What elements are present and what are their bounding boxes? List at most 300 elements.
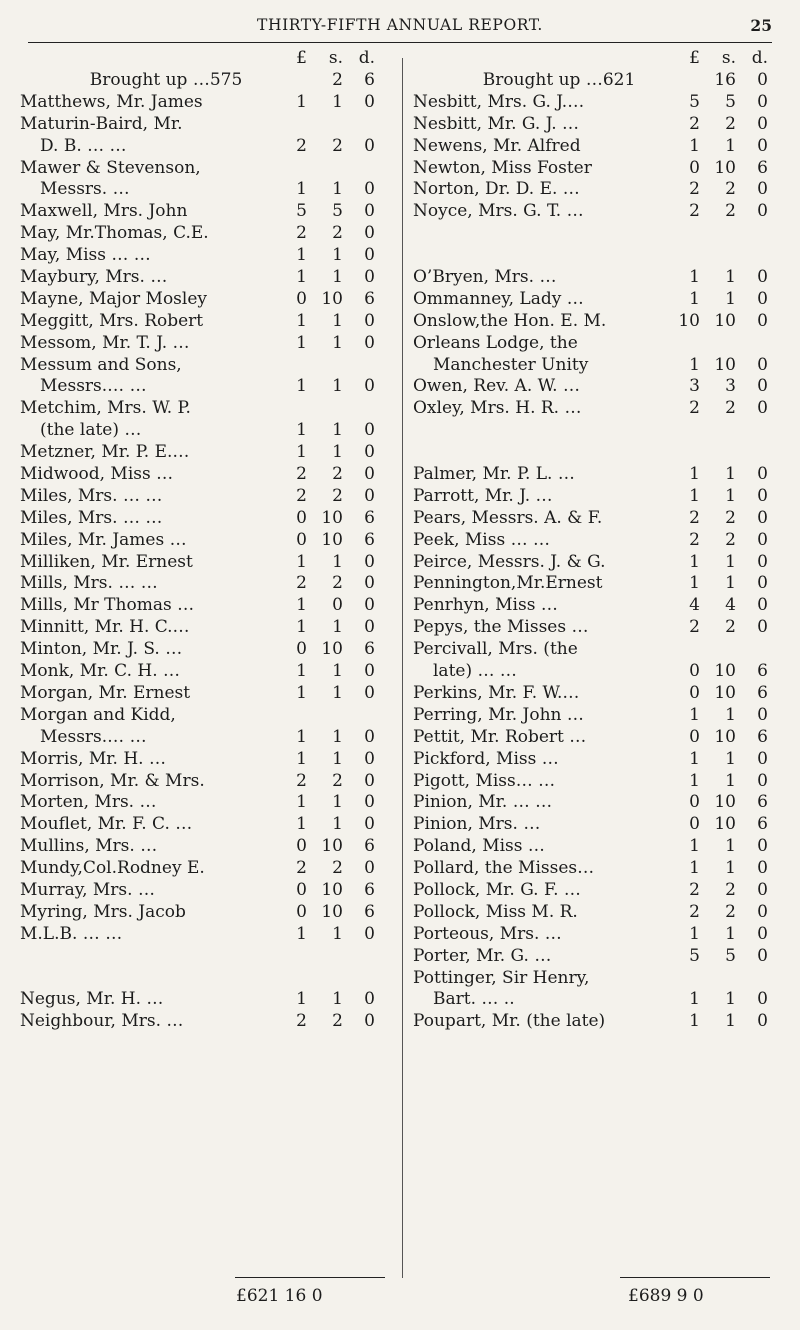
shillings-value: 10 [714, 157, 736, 178]
right-total: £689 9 0 [628, 1286, 704, 1306]
shillings-value: 4 [725, 595, 736, 616]
subscriber-name: Milliken, Mr. Ernest [20, 551, 193, 572]
pence-value: 6 [364, 879, 375, 900]
subscriber-name: Nesbitt, Mr. G. J. … [413, 113, 580, 134]
pounds-value: 1 [296, 332, 307, 353]
pounds-value: 1 [689, 923, 700, 944]
pence-value: 6 [757, 682, 768, 703]
subscriber-row [20, 749, 395, 771]
shillings-value: 10 [714, 726, 736, 747]
column-header-row [20, 48, 395, 70]
pounds-value: 2 [689, 113, 700, 134]
pence-value: 0 [364, 923, 375, 944]
subscriber-row [413, 201, 788, 223]
subscriber-name: Monk, Mr. C. H. … [20, 661, 181, 682]
pounds-value: 2 [689, 901, 700, 922]
shillings-value: 2 [725, 201, 736, 222]
subscriber-row [413, 289, 788, 311]
subscriber-name: Miles, Mrs. … … [20, 485, 163, 506]
subscriber-row [20, 858, 395, 880]
pounds-value: 1 [689, 485, 700, 506]
shillings-value: 1 [725, 485, 736, 506]
page-header [28, 12, 772, 42]
subscriber-name: Mouflet, Mr. F. C. … [20, 814, 193, 835]
pence-value: 0 [364, 573, 375, 594]
shillings-value: 1 [332, 682, 343, 703]
subscriber-name: Pinion, Mr. … … [413, 792, 553, 813]
pounds-value: 1 [296, 179, 307, 200]
subscriber-name: Metzner, Mr. P. E.… [20, 442, 190, 463]
shillings-value: 10 [321, 529, 343, 550]
subscriber-row [20, 70, 395, 92]
subscriber-name: (the late) … [40, 420, 142, 441]
pence-value: 0 [757, 945, 768, 966]
shillings-value: 10 [321, 901, 343, 922]
subscriber-name: Pinion, Mrs. … [413, 814, 541, 835]
subscriber-row [20, 333, 395, 355]
shillings-value: 1 [332, 748, 343, 769]
subscriber-row [20, 617, 395, 639]
subscriber-row [20, 727, 395, 749]
pounds-value: 1 [689, 748, 700, 769]
pounds-value: 1 [689, 573, 700, 594]
subscriber-name: Poupart, Mr. (the late) [413, 1011, 606, 1032]
subscriber-name: Minton, Mr. J. S. … [20, 639, 183, 660]
subscriber-row [20, 442, 395, 464]
pounds-value: 0 [689, 661, 700, 682]
shillings-value: 1 [332, 376, 343, 397]
pounds-value: 1 [296, 989, 307, 1010]
pounds-value: 1 [296, 682, 307, 703]
subscriber-name: Myring, Mrs. Jacob [20, 901, 186, 922]
subscriber-name: Peirce, Messrs. J. & G. [413, 551, 606, 572]
subscriber-row [413, 92, 788, 114]
subscriber-row [20, 201, 395, 223]
shillings-value: 1 [332, 989, 343, 1010]
pence-value: 0 [364, 792, 375, 813]
pounds-value: 1 [296, 551, 307, 572]
subscriber-row [20, 486, 395, 508]
subscriber-name: Perkins, Mr. F. W.… [413, 682, 580, 703]
subscriber-row [20, 683, 395, 705]
subscriber-name: Mullins, Mrs. … [20, 836, 158, 857]
pence-value: 0 [364, 858, 375, 879]
subscriber-name: Brought up …621 [482, 70, 636, 90]
pounds-value: 0 [689, 726, 700, 747]
subscriber-name: Messrs.… … [40, 376, 147, 397]
pounds-value: 1 [296, 617, 307, 638]
subscriber-row [20, 552, 395, 574]
shillings-value: 2 [332, 223, 343, 244]
pounds-value: 1 [689, 770, 700, 791]
pence-value: 0 [757, 201, 768, 222]
subscriber-row [20, 771, 395, 793]
pounds-value: 1 [296, 376, 307, 397]
shillings-value: 2 [725, 901, 736, 922]
pence-value: 6 [757, 814, 768, 835]
pounds-value: 2 [296, 223, 307, 244]
pence-value: 0 [364, 376, 375, 397]
subscriber-name: Orleans Lodge, the [413, 332, 578, 353]
subscriber-row [20, 705, 395, 727]
subscriber-row [413, 1011, 788, 1033]
pounds-value: 1 [296, 310, 307, 331]
subscriber-row [413, 902, 788, 924]
subscriber-name: Mills, Mr Thomas … [20, 595, 195, 616]
subscriber-row [20, 1011, 395, 1033]
pounds-value: 1 [296, 661, 307, 682]
shillings-value: 3 [725, 376, 736, 397]
shillings-value: 1 [725, 858, 736, 879]
pence-value: 0 [364, 989, 375, 1010]
shillings-value: 1 [332, 661, 343, 682]
pounds-value: 2 [689, 617, 700, 638]
pounds-value: 1 [689, 464, 700, 485]
subscriber-row [20, 355, 395, 377]
pence-value: 0 [757, 485, 768, 506]
pounds-value: 2 [689, 201, 700, 222]
subscriber-name: Minnitt, Mr. H. C.… [20, 617, 190, 638]
subscriber-name: Messom, Mr. T. J. … [20, 332, 190, 353]
subscriber-row [20, 902, 395, 924]
shillings-value: 10 [714, 354, 736, 375]
subscriber-row [413, 924, 788, 946]
pounds-value: 1 [296, 245, 307, 266]
subscriber-name: Porter, Mr. G. … [413, 945, 552, 966]
pounds-value: 1 [689, 135, 700, 156]
pounds-value: 1 [296, 923, 307, 944]
shillings-value: 10 [714, 792, 736, 813]
pounds-value: 1 [689, 551, 700, 572]
subscriber-row [413, 595, 788, 617]
left-total-rule [235, 1277, 385, 1278]
pence-value: 0 [757, 1011, 768, 1032]
shillings-header: s. [328, 48, 343, 68]
pounds-value: 0 [296, 529, 307, 550]
pence-value: 0 [364, 595, 375, 616]
subscriber-name: May, Mr.Thomas, C.E. [20, 223, 209, 244]
subscriber-row [413, 420, 788, 442]
pence-value: 0 [757, 464, 768, 485]
subscriber-row [413, 114, 788, 136]
subscriber-name: M.L.B. … … [20, 923, 123, 944]
subscriber-row [413, 333, 788, 355]
subscriber-row [20, 989, 395, 1011]
subscriber-row [20, 114, 395, 136]
shillings-value: 1 [332, 726, 343, 747]
shillings-value: 1 [332, 310, 343, 331]
pounds-value: 1 [296, 726, 307, 747]
pounds-value: 0 [296, 288, 307, 309]
shillings-value: 1 [725, 288, 736, 309]
subscriber-row [20, 508, 395, 530]
pounds-value: 2 [689, 179, 700, 200]
shillings-value: 10 [714, 682, 736, 703]
pounds-value: 2 [296, 135, 307, 156]
pence-value: 6 [757, 792, 768, 813]
subscriber-row [413, 552, 788, 574]
subscriber-row [413, 355, 788, 377]
subscriber-name: Newens, Mr. Alfred [413, 135, 581, 156]
subscriber-row [413, 683, 788, 705]
shillings-value: 1 [332, 91, 343, 112]
shillings-value: 1 [725, 704, 736, 725]
subscriber-row [20, 92, 395, 114]
subscriber-name: D. B. … … [40, 135, 127, 156]
pence-value: 0 [364, 464, 375, 485]
subscriber-name: Pennington,Mr.Ernest [413, 573, 603, 594]
column-divider [402, 58, 403, 1278]
pounds-value: 1 [296, 420, 307, 441]
shillings-value: 1 [725, 573, 736, 594]
subscriber-row [413, 661, 788, 683]
pence-value: 0 [757, 288, 768, 309]
shillings-value: 2 [725, 179, 736, 200]
pounds-value: 0 [296, 836, 307, 857]
pence-value: 0 [757, 354, 768, 375]
subscriber-name: Maybury, Mrs. … [20, 267, 168, 288]
subscriber-row [413, 158, 788, 180]
pence-value: 6 [364, 836, 375, 857]
pence-value: 6 [757, 726, 768, 747]
subscriber-row [413, 508, 788, 530]
pounds-value: 1 [689, 267, 700, 288]
shillings-value: 1 [725, 1011, 736, 1032]
subscriber-name: Poland, Miss … [413, 836, 545, 857]
subscriber-name: Noyce, Mrs. G. T. … [413, 201, 584, 222]
subscriber-row [20, 573, 395, 595]
subscriber-row [20, 136, 395, 158]
subscriber-name: Messrs. … [40, 179, 130, 200]
page-number: 25 [750, 16, 772, 35]
pence-value: 0 [364, 267, 375, 288]
subscriber-row [20, 158, 395, 180]
pounds-header: £ [296, 48, 307, 68]
shillings-value: 1 [332, 420, 343, 441]
subscriber-row [20, 880, 395, 902]
shillings-value: 5 [332, 201, 343, 222]
shillings-value: 16 [714, 70, 736, 90]
shillings-value: 1 [725, 748, 736, 769]
pence-value: 0 [364, 661, 375, 682]
pence-value: 0 [757, 135, 768, 156]
subscriber-name: Ommanney, Lady … [413, 288, 584, 309]
subscriber-name: late) … … [433, 661, 517, 682]
subscriber-row [20, 792, 395, 814]
subscriber-name: Midwood, Miss … [20, 464, 174, 485]
subscriber-name: Norton, Dr. D. E. … [413, 179, 580, 200]
pounds-value: 0 [296, 879, 307, 900]
pence-value: 0 [757, 923, 768, 944]
pounds-value: 10 [678, 310, 700, 331]
shillings-value: 1 [332, 923, 343, 944]
pence-value: 0 [757, 551, 768, 572]
pounds-value: 1 [296, 91, 307, 112]
column-header-row [413, 48, 788, 70]
subscriber-row [20, 464, 395, 486]
pence-value: 6 [757, 157, 768, 178]
subscriber-row [20, 398, 395, 420]
shillings-value: 1 [725, 267, 736, 288]
subscriber-row [413, 179, 788, 201]
subscriber-name: Perring, Mr. John … [413, 704, 584, 725]
subscriber-row [20, 179, 395, 201]
pence-value: 0 [364, 245, 375, 266]
shillings-value: 2 [332, 1011, 343, 1032]
subscriber-name: Mayne, Major Mosley [20, 288, 208, 309]
pence-value: 0 [757, 113, 768, 134]
pounds-value: 0 [296, 639, 307, 660]
subscriber-row [413, 946, 788, 968]
pence-value: 6 [364, 507, 375, 528]
left-column [20, 48, 395, 1033]
subscriber-row [413, 311, 788, 333]
pounds-value: 1 [689, 354, 700, 375]
pounds-value: 5 [296, 201, 307, 222]
right-total-rule [620, 1277, 770, 1278]
subscriber-name: Morris, Mr. H. … [20, 748, 166, 769]
shillings-value: 2 [725, 617, 736, 638]
subscriber-name: Percivall, Mrs. (the [413, 639, 578, 660]
shillings-value: 2 [725, 507, 736, 528]
shillings-value: 2 [332, 70, 343, 90]
pence-value: 0 [364, 770, 375, 791]
shillings-value: 1 [725, 551, 736, 572]
subscriber-name: Oxley, Mrs. H. R. … [413, 398, 582, 419]
pence-value: 6 [364, 288, 375, 309]
shillings-value: 1 [332, 792, 343, 813]
pounds-value: 0 [689, 157, 700, 178]
subscriber-row [413, 530, 788, 552]
subscriber-row [413, 376, 788, 398]
shillings-value: 10 [714, 310, 736, 331]
subscriber-row [413, 398, 788, 420]
subscriber-row [413, 880, 788, 902]
shillings-header: s. [721, 48, 736, 68]
subscriber-name: Metchim, Mrs. W. P. [20, 398, 191, 419]
shillings-value: 2 [332, 464, 343, 485]
subscriber-name: Neighbour, Mrs. … [20, 1011, 184, 1032]
subscriber-list [413, 70, 788, 1033]
pounds-value: 2 [689, 398, 700, 419]
subscriber-row [413, 267, 788, 289]
subscriber-name: Porteous, Mrs. … [413, 923, 562, 944]
pounds-value: 2 [689, 879, 700, 900]
subscriber-row [20, 289, 395, 311]
pounds-value: 2 [296, 485, 307, 506]
subscriber-name: Pottinger, Sir Henry, [413, 967, 590, 988]
subscriber-name: Mills, Mrs. … … [20, 573, 158, 594]
pence-value: 0 [364, 135, 375, 156]
shillings-value: 10 [321, 639, 343, 660]
shillings-value: 2 [332, 135, 343, 156]
pence-value: 0 [364, 748, 375, 769]
subscriber-name: Pears, Messrs. A. & F. [413, 507, 603, 528]
subscriber-name: Pepys, the Misses … [413, 617, 589, 638]
shillings-value: 1 [725, 836, 736, 857]
subscriber-name: Peek, Miss … … [413, 529, 551, 550]
pence-value: 0 [364, 310, 375, 331]
pence-value: 0 [757, 858, 768, 879]
pounds-value: 2 [296, 770, 307, 791]
subscriber-row [413, 814, 788, 836]
pence-value: 0 [364, 814, 375, 835]
subscriber-name: Mawer & Stevenson, [20, 157, 201, 178]
subscriber-row [413, 486, 788, 508]
pence-value: 0 [757, 770, 768, 791]
pence-value: 0 [364, 726, 375, 747]
pence-value: 0 [364, 617, 375, 638]
shillings-value: 1 [725, 770, 736, 791]
subscriber-row [20, 836, 395, 858]
subscriber-row [20, 924, 395, 946]
pence-value: 0 [364, 442, 375, 463]
subscriber-name: Messum and Sons, [20, 354, 182, 375]
subscriber-name: Pigott, Miss… … [413, 770, 556, 791]
shillings-value: 1 [725, 135, 736, 156]
subscriber-row [20, 595, 395, 617]
pence-value: 0 [757, 836, 768, 857]
pence-value: 0 [757, 179, 768, 200]
shillings-value: 5 [725, 91, 736, 112]
pence-value: 0 [757, 595, 768, 616]
pounds-value: 1 [689, 1011, 700, 1032]
pence-value: 0 [757, 704, 768, 725]
pounds-value: 5 [689, 945, 700, 966]
shillings-value: 1 [332, 267, 343, 288]
pence-value: 0 [757, 70, 768, 90]
subscriber-name: Palmer, Mr. P. L. … [413, 464, 575, 485]
shillings-value: 1 [725, 464, 736, 485]
subscriber-row [20, 661, 395, 683]
subscriber-name: Miles, Mrs. … … [20, 507, 163, 528]
pounds-value: 0 [296, 901, 307, 922]
pence-value: 0 [364, 223, 375, 244]
pence-value: 6 [364, 901, 375, 922]
pounds-value: 5 [689, 91, 700, 112]
shillings-value: 2 [332, 858, 343, 879]
subscriber-name: Penrhyn, Miss … [413, 595, 558, 616]
pounds-value: 1 [296, 442, 307, 463]
subscriber-name: Meggitt, Mrs. Robert [20, 310, 204, 331]
subscriber-name: Morrison, Mr. & Mrs. [20, 770, 205, 791]
shillings-value: 10 [321, 879, 343, 900]
pence-value: 0 [364, 1011, 375, 1032]
subscriber-row [413, 968, 788, 990]
shillings-value: 2 [725, 879, 736, 900]
header-rule [28, 42, 772, 43]
subscriber-row [413, 639, 788, 661]
pence-value: 0 [757, 91, 768, 112]
subscriber-name: Morgan, Mr. Ernest [20, 682, 191, 703]
subscriber-name: Miles, Mr. James … [20, 529, 187, 550]
subscriber-row [413, 442, 788, 464]
pounds-value: 2 [296, 1011, 307, 1032]
subscriber-name: Newton, Miss Foster [413, 157, 592, 178]
shillings-value: 1 [332, 617, 343, 638]
subscriber-row [20, 267, 395, 289]
shillings-value: 5 [725, 945, 736, 966]
subscriber-row [413, 617, 788, 639]
pence-value: 0 [364, 420, 375, 441]
pounds-value: 1 [689, 858, 700, 879]
subscriber-row [20, 814, 395, 836]
shillings-value: 10 [714, 814, 736, 835]
pounds-value: 1 [296, 748, 307, 769]
subscriber-row [413, 223, 788, 245]
subscriber-row [413, 771, 788, 793]
subscriber-row [413, 836, 788, 858]
